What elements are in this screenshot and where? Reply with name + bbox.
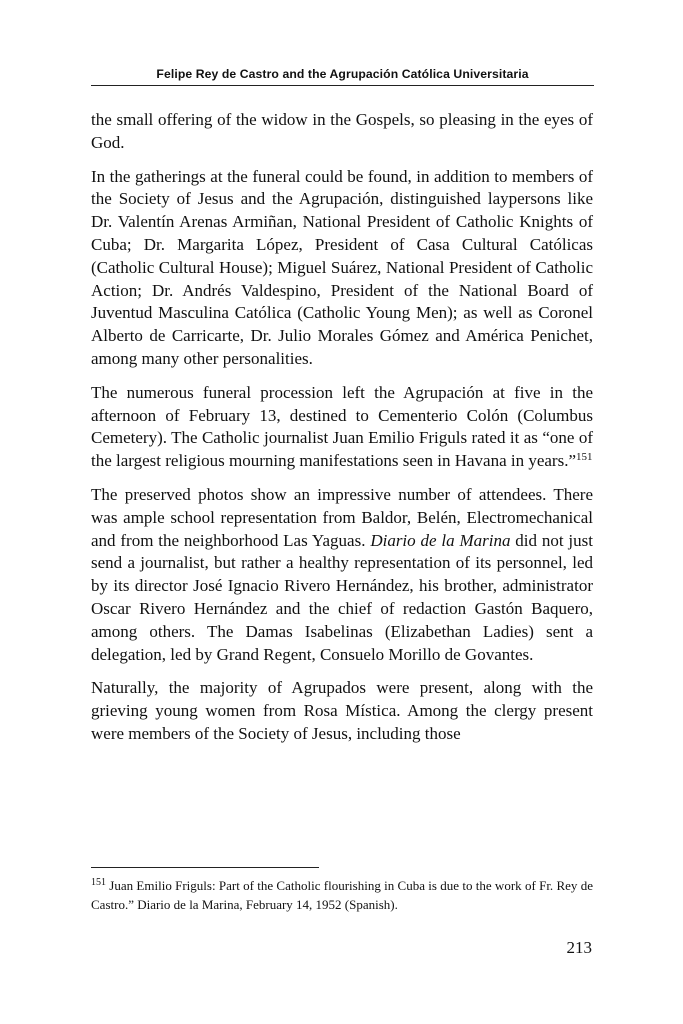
footnote (91, 876, 593, 914)
body-text (91, 109, 593, 757)
paragraph-4-text-before: The preserved photos show an impressive number of attendees. There was ample school representation from Baldor, Belén, Electromechanical and from the neighborhood Las Yaguas. (91, 484, 593, 550)
paragraph-4-text-after: did not just send a journalist, but rather a healthy representation of its personnel, led by its director José Ignacio Rivero Hernández, his brother, administrator Oscar Rivero Hernández and the chief of redaction Gastón Baquero, among others. The Damas Isabelinas (Elizabethan Ladies) sent a delegation, led by Grand Regent, Consuelo Morillo de Govantes. (91, 530, 593, 664)
running-title: Felipe Rey de Castro and the Agrupación Católica Universitaria (156, 67, 529, 81)
footnote-number: 151 (91, 877, 106, 888)
footnote-divider (91, 867, 319, 868)
paragraph-4 (91, 484, 593, 666)
running-header (91, 64, 594, 86)
paragraph-5: Naturally, the majority of Agrupados were present, along with the grieving young women from Rosa Mística. Among the clergy present were members of the Society of Jesus, including those (91, 678, 593, 743)
paragraph-2: In the gatherings at the funeral could be found, in addition to members of the Society of Jesus and the Agrupación, distinguished laypersons like Dr. Valentín Arenas Armiñan, National President of Catholic Knights of Cuba; Dr. Margarita López, President of Casa Cultural Católicas (Catholic Cultural House); Miguel Suárez, National President of Catholic Action; Dr. Andrés Valdespino, President of the National Board of Juventud Masculina Católica (Catholic Young Men); as well as Coronel Alberto de Carricarte, Dr. Julio Morales Gómez and América Penichet, among many other personalities. (91, 166, 593, 368)
footnote-text: Juan Emilio Friguls: Part of the Catholic flourishing in Cuba is due to the work of Fr. Rey de Castro.” Diario de la Marina, February 14, 1952 (Spanish). (91, 878, 593, 912)
newspaper-title: Diario de la Marina (370, 530, 511, 550)
paragraph-3 (91, 382, 593, 473)
footnote-reference[interactable]: 151 (576, 451, 593, 464)
paragraph-1: the small offering of the widow in the Gospels, so pleasing in the eyes of God. (91, 110, 593, 152)
page-number: 213 (566, 938, 592, 957)
paragraph-3-text: The numerous funeral procession left the Agrupación at five in the afternoon of February 13, destined to Cementerio Colón (Columbus Cemetery). The Catholic journalist Juan Emilio Friguls rated it as “one of the largest religious mourning manifestations seen in Havana in years.” (91, 382, 593, 471)
